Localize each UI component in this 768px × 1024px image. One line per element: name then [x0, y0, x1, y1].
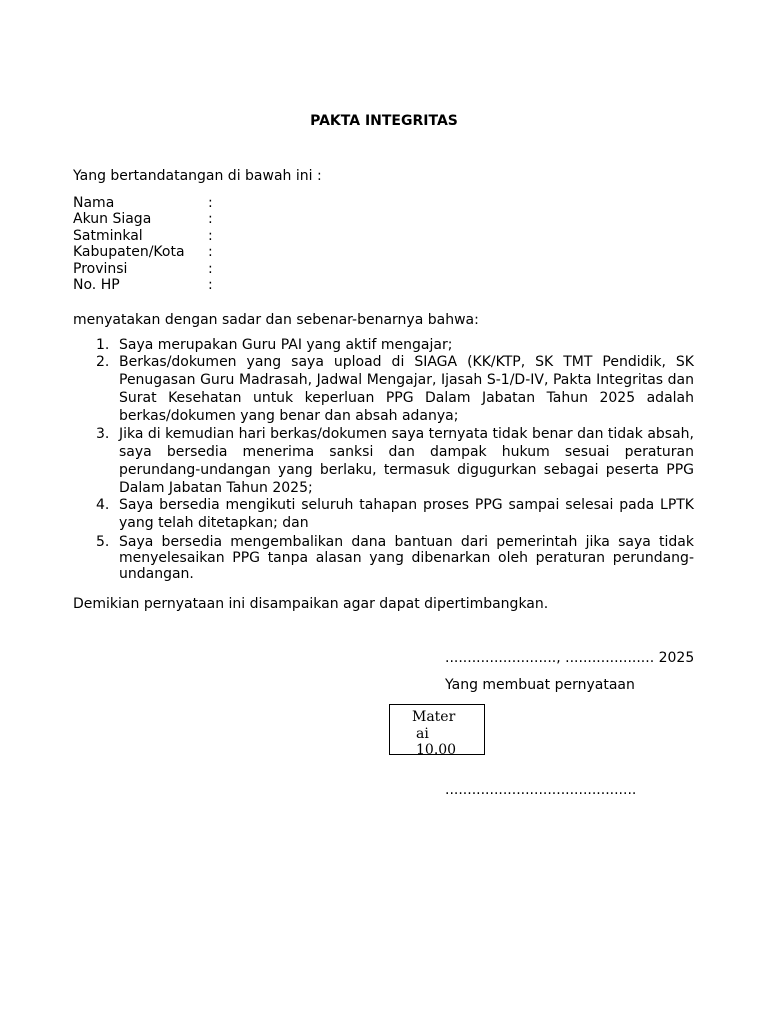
closing-text: Demikian pernyataan ini disampaikan agar dapat dipertimbangkan.	[73, 596, 549, 612]
list-item-number: 2.	[96, 354, 110, 370]
list-item-text: Berkas/dokumen yang saya upload di SIAGA (KK/KTP, SK TMT Pendidik, SK Penugasan Guru Madrasah, Jadwal Mengajar, Ijasah S-1/D-IV, Pakta Integritas dan Surat Kesehatan untuk keperluan PPG Dalam Jabatan Tahun 2025 adalah berkas/dokumen yang benar dan absah adanya;	[119, 354, 694, 424]
field-label-satminkal: Satminkal	[73, 228, 143, 244]
materai-text-line2: ai	[416, 726, 429, 742]
list-item-text: Saya bersedia mengembalikan dana bantuan dari pemerintah jika saya tidak menyelesaikan PPG tanpa alasan yang dibenarkan oleh peraturan perundang-undangan.	[119, 534, 694, 582]
field-colon: :	[208, 244, 213, 260]
field-colon: :	[208, 277, 213, 293]
list-item-number: 1.	[96, 337, 110, 353]
signature-line: ...........................................	[445, 782, 637, 798]
field-label-kabupaten-kota: Kabupaten/Kota	[73, 244, 185, 260]
field-colon: :	[208, 261, 213, 277]
field-label-nama: Nama	[73, 195, 115, 211]
field-label-no-hp: No. HP	[73, 277, 120, 293]
intro-text: Yang bertandatangan di bawah ini :	[73, 168, 322, 184]
materai-text-line1: Mater	[412, 709, 456, 725]
date-line: ........................., .................... 2025	[445, 650, 695, 666]
materai-text-line3: 10.00	[416, 742, 457, 758]
list-item-text: Saya bersedia mengikuti seluruh tahapan proses PPG sampai selesai pada LPTK yang telah ditetapkan; dan	[119, 497, 694, 531]
declaration-text: menyatakan dengan sadar dan sebenar-benarnya bahwa:	[73, 312, 479, 328]
materai-box	[389, 704, 485, 758]
signer-label: Yang membuat pernyataan	[445, 677, 635, 693]
list-item-text: Jika di kemudian hari berkas/dokumen saya ternyata tidak benar dan tidak absah, saya bersedia menerima sanksi dan dampak hukum sesuai peraturan perundang-undangan yang berlaku, termasuk digugurkan sebagai peserta PPG Dalam Jabatan Tahun 2025;	[119, 426, 694, 496]
list-item-number: 4.	[96, 497, 110, 513]
field-colon: :	[208, 228, 213, 244]
field-colon: :	[208, 211, 213, 227]
field-label-akun-siaga: Akun Siaga	[73, 211, 152, 227]
document-title: PAKTA INTEGRITAS	[310, 113, 458, 129]
list-item-number: 3.	[96, 426, 110, 442]
list-item-number: 5.	[96, 534, 110, 550]
field-colon: :	[208, 195, 213, 211]
list-item-text: Saya merupakan Guru PAI yang aktif mengajar;	[119, 337, 453, 353]
field-label-provinsi: Provinsi	[73, 261, 128, 277]
